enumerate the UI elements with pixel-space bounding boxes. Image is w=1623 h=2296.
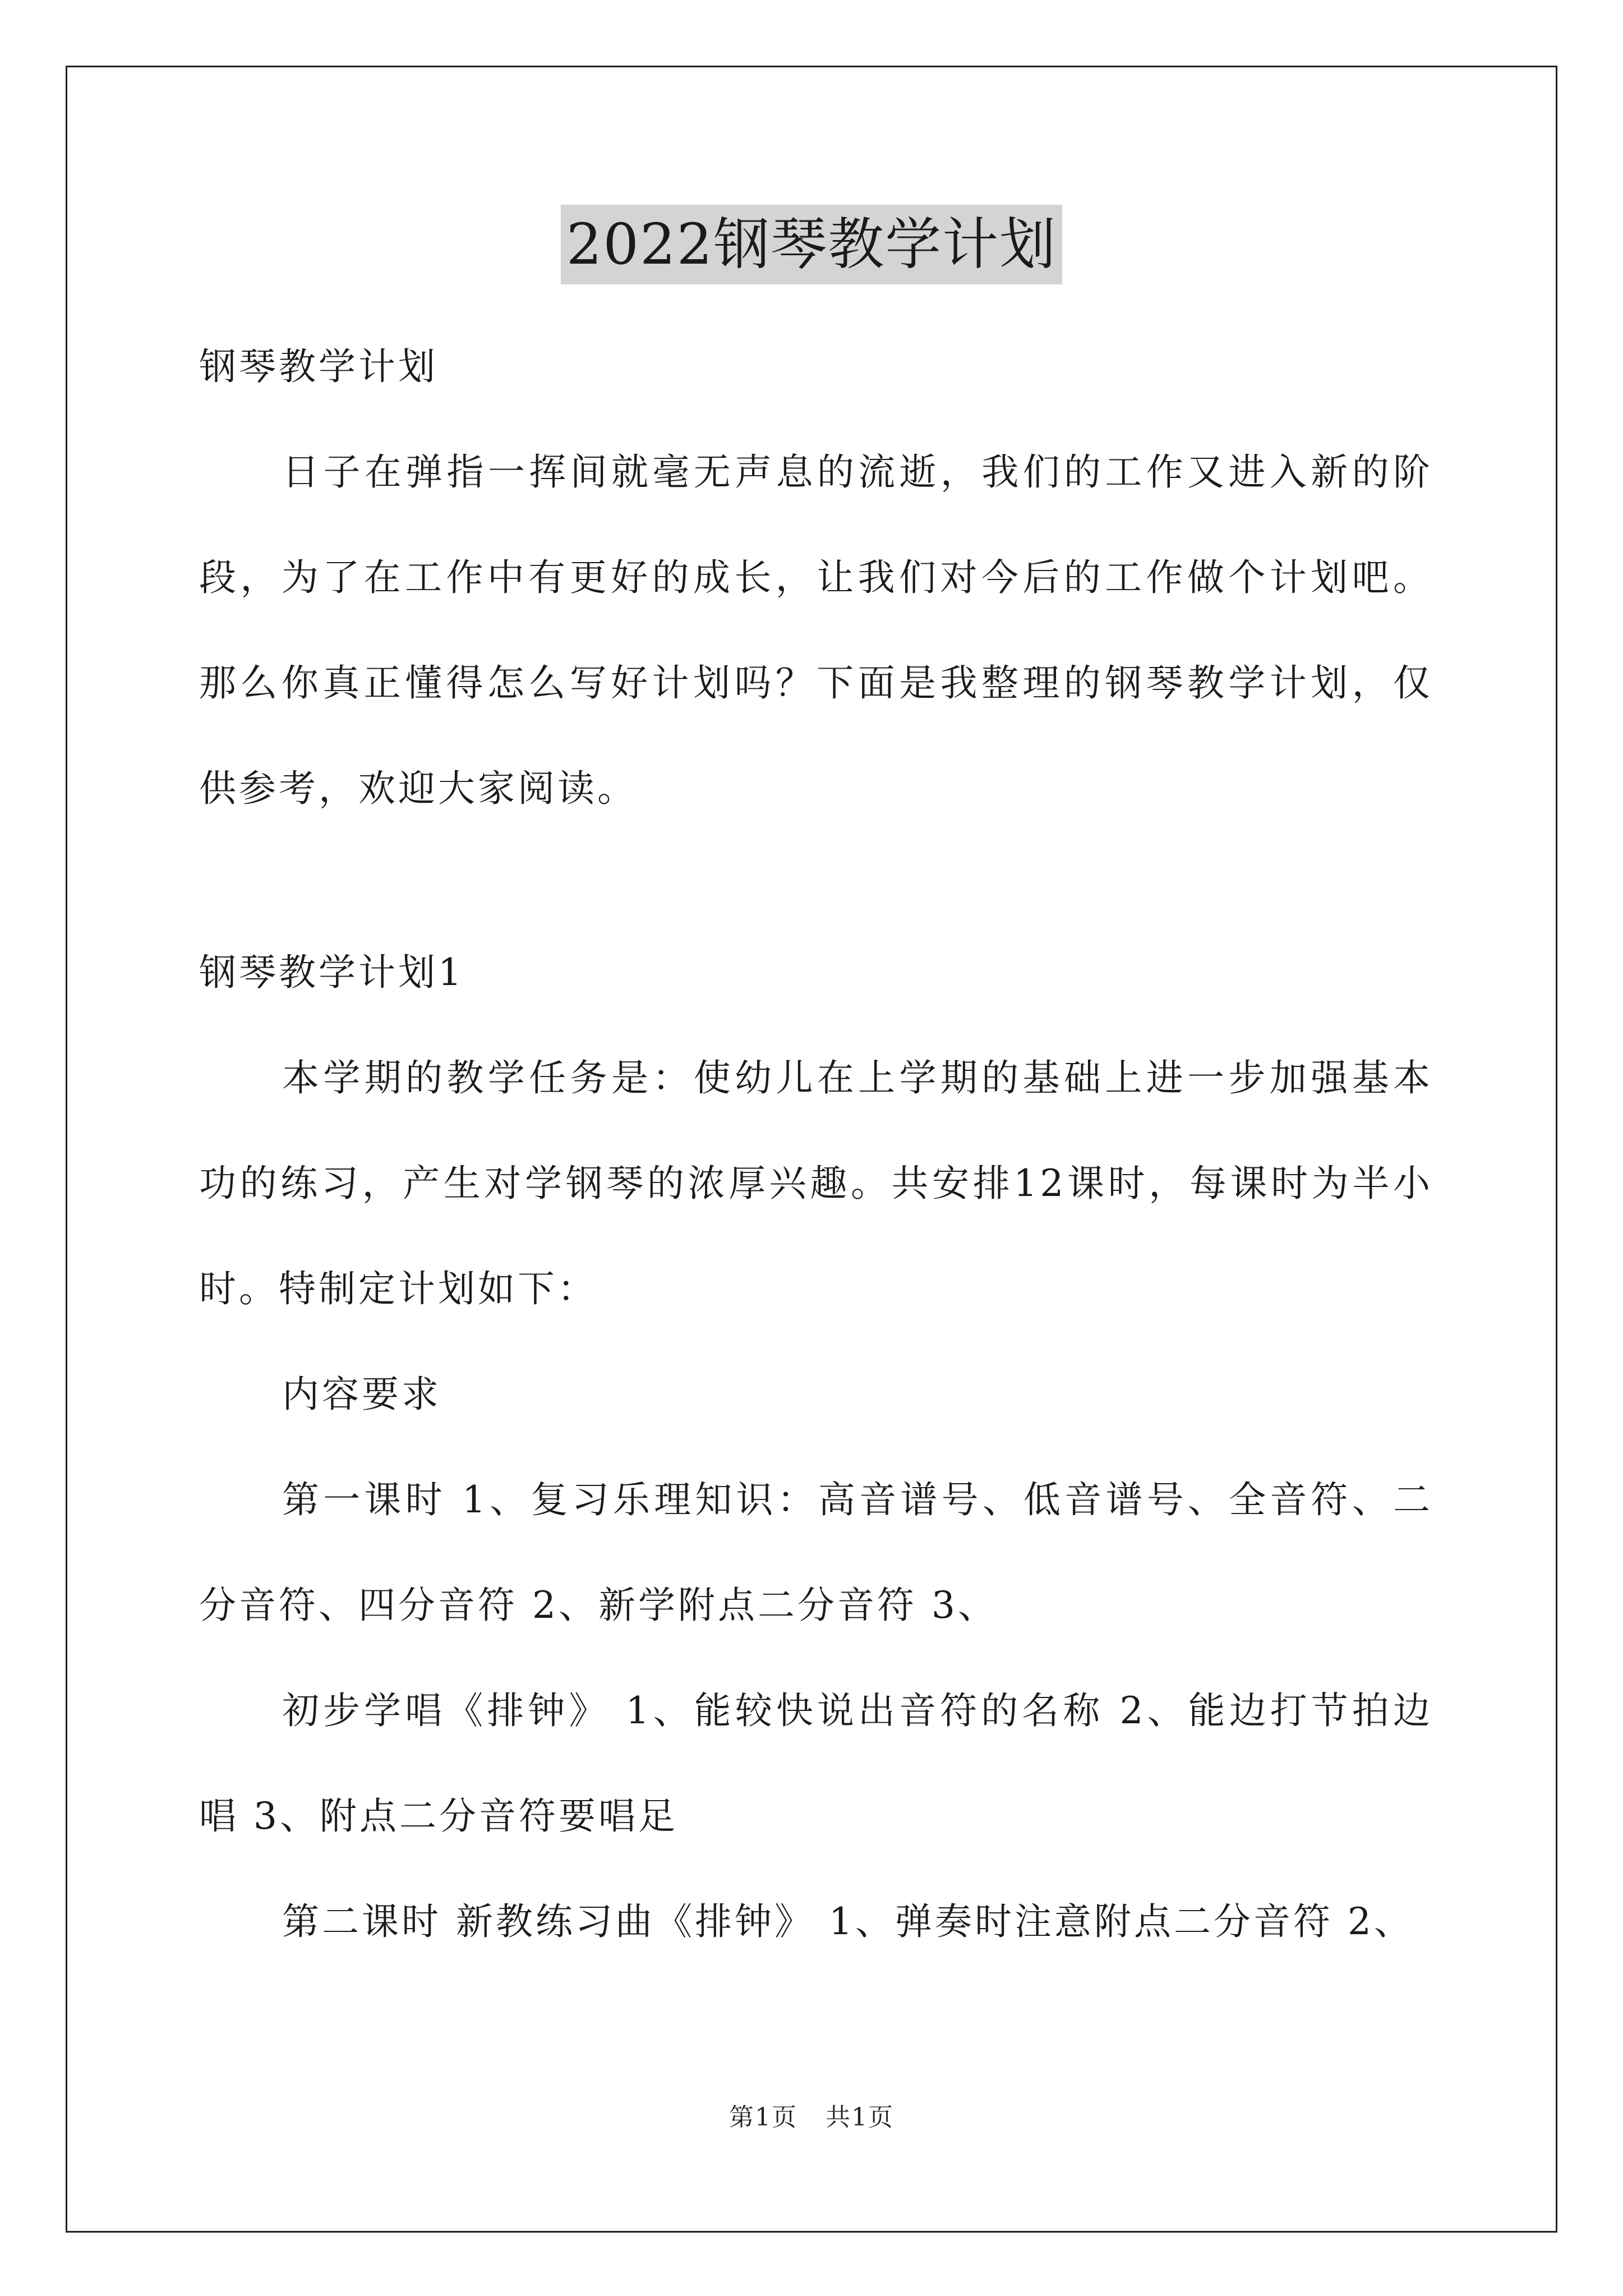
title-container (0, 205, 1623, 284)
document-title: 2022钢琴教学计划 (561, 205, 1063, 284)
body-paragraph: 本学期的教学任务是：使幼儿在上学期的基础上进一步加强基本功的练习，产生对学钢琴的浓厚兴趣。共安排12课时，每课时为半小时。特制定计划如下： (199, 1056, 1433, 1310)
page-number-current: 第1页 (729, 2103, 797, 2132)
body-paragraph: 第二课时 新教练习曲《排钟》 1、弹奏时注意附点二分音符 2、 (282, 1900, 1414, 1943)
section-heading: 钢琴教学计划1 (199, 951, 464, 994)
intro-paragraph: 日子在弹指一挥间就毫无声息的流逝，我们的工作又进入新的阶段，为了在工作中有更好的成长，让我们对今后的工作做个计划吧。那么你真正懂得怎么写好计划吗？下面是我整理的钢琴教学计划，仅供参考，欢迎大家阅读。 (199, 450, 1433, 810)
body-paragraph: 内容要求 (282, 1373, 441, 1416)
page-number-total: 共1页 (826, 2103, 894, 2132)
page-footer (0, 2097, 1623, 2133)
subtitle: 钢琴教学计划 (199, 345, 438, 388)
body-paragraph: 初步学唱《排钟》 1、能较快说出音符的名称 2、能边打节拍边唱 3、附点二分音符要唱足 (199, 1689, 1433, 1838)
document-body (199, 314, 1433, 1975)
paragraph-gap (199, 841, 1433, 920)
body-paragraph: 第一课时 1、复习乐理知识：高音谱号、低音谱号、全音符、二分音符、四分音符 2、新学附点二分音符 3、 (199, 1478, 1433, 1627)
